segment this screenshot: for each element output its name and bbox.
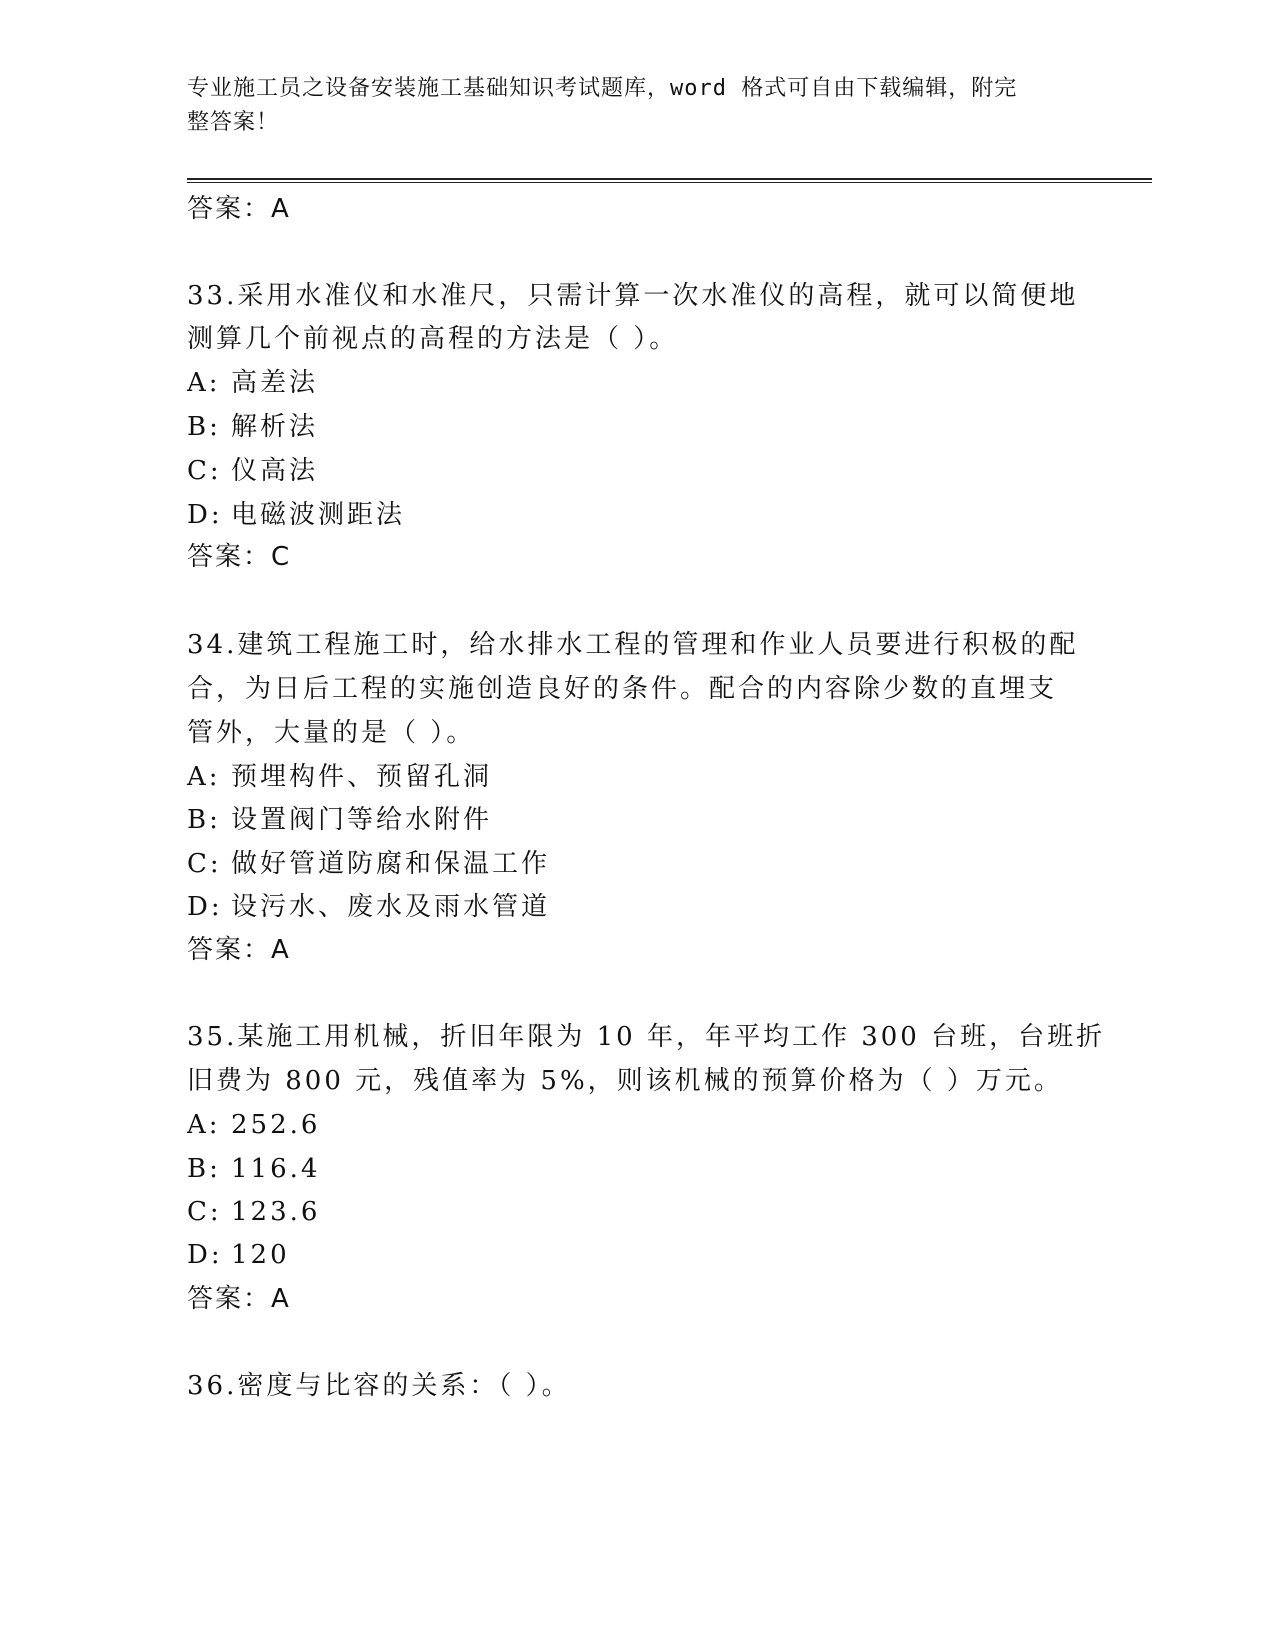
option-label: B:: [187, 805, 221, 835]
q35-option-d: [187, 1238, 290, 1272]
q33-line-1: 33.采用水准仪和水准尺，只需计算一次水准仪的高程，就可以简便地: [187, 281, 1079, 311]
q34-line-1: 34.建筑工程施工时，给水排水工程的管理和作业人员要进行积极的配: [187, 630, 1079, 660]
q35-line-1: 35.某施工用机械，折旧年限为 10 年，年平均工作 300 台班，台班折: [187, 1022, 1106, 1052]
q34-option-d: [187, 890, 550, 924]
option-text: 123.6: [231, 1197, 321, 1227]
q36-line-1: 36.密度与比容的关系：（ ）。: [187, 1371, 571, 1401]
q35-option-b: [187, 1152, 320, 1186]
q34-option-a: [187, 760, 492, 794]
option-text: 高差法: [231, 368, 319, 398]
option-label: C:: [187, 849, 222, 879]
option-label: D:: [187, 500, 223, 530]
prev-answer: 答案：A: [187, 194, 291, 224]
option-text: 设置阀门等给水附件: [231, 805, 493, 835]
q33-option-d: [187, 498, 405, 532]
q33-option-c: [187, 454, 318, 488]
q33-line-2: 测算几个前视点的高程的方法是（ ）。: [187, 324, 679, 354]
option-label: C:: [187, 456, 222, 486]
header-line-1: 专业施工员之设备安装施工基础知识考试题库，word 格式可自由下载编辑，附完: [187, 76, 1018, 101]
q34-line-3: 管外，大量的是（ ）。: [187, 718, 476, 748]
q33-answer: 答案：C: [187, 542, 292, 572]
q33-option-a: [187, 366, 318, 400]
option-text: 预埋构件、预留孔洞: [231, 762, 493, 792]
q34-line-2: 合，为日后工程的实施创造良好的条件。配合的内容除少数的直埋支: [187, 674, 1058, 704]
option-text: 116.4: [231, 1154, 321, 1184]
option-label: D:: [187, 892, 223, 922]
q35-option-c: [187, 1195, 320, 1229]
q35-line-2: 旧费为 800 元，残值率为 5%，则该机械的预算价格为（ ）万元。: [187, 1066, 1063, 1096]
option-label: D:: [187, 1240, 223, 1270]
q33-option-b: [187, 410, 318, 444]
option-text: 252.6: [231, 1110, 321, 1140]
q34-option-c: [187, 847, 550, 881]
q35-answer: 答案：A: [187, 1284, 291, 1314]
option-text: 做好管道防腐和保温工作: [231, 849, 551, 879]
option-label: A:: [187, 762, 221, 792]
q34-option-b: [187, 803, 492, 837]
q34-answer: 答案：A: [187, 935, 291, 965]
option-label: A:: [187, 368, 221, 398]
option-text: 电磁波测距法: [231, 500, 406, 530]
option-label: B:: [187, 412, 221, 442]
option-label: C:: [187, 1197, 222, 1227]
header-divider: [187, 178, 1152, 183]
document-header: [187, 72, 1067, 140]
option-text: 设污水、废水及雨水管道: [231, 892, 551, 922]
option-label: A:: [187, 1110, 221, 1140]
option-text: 解析法: [231, 412, 319, 442]
q35-option-a: [187, 1108, 320, 1142]
option-text: 仪高法: [231, 456, 319, 486]
option-label: B:: [187, 1154, 221, 1184]
header-line-2: 整答案！: [187, 110, 280, 135]
option-text: 120: [231, 1240, 290, 1270]
